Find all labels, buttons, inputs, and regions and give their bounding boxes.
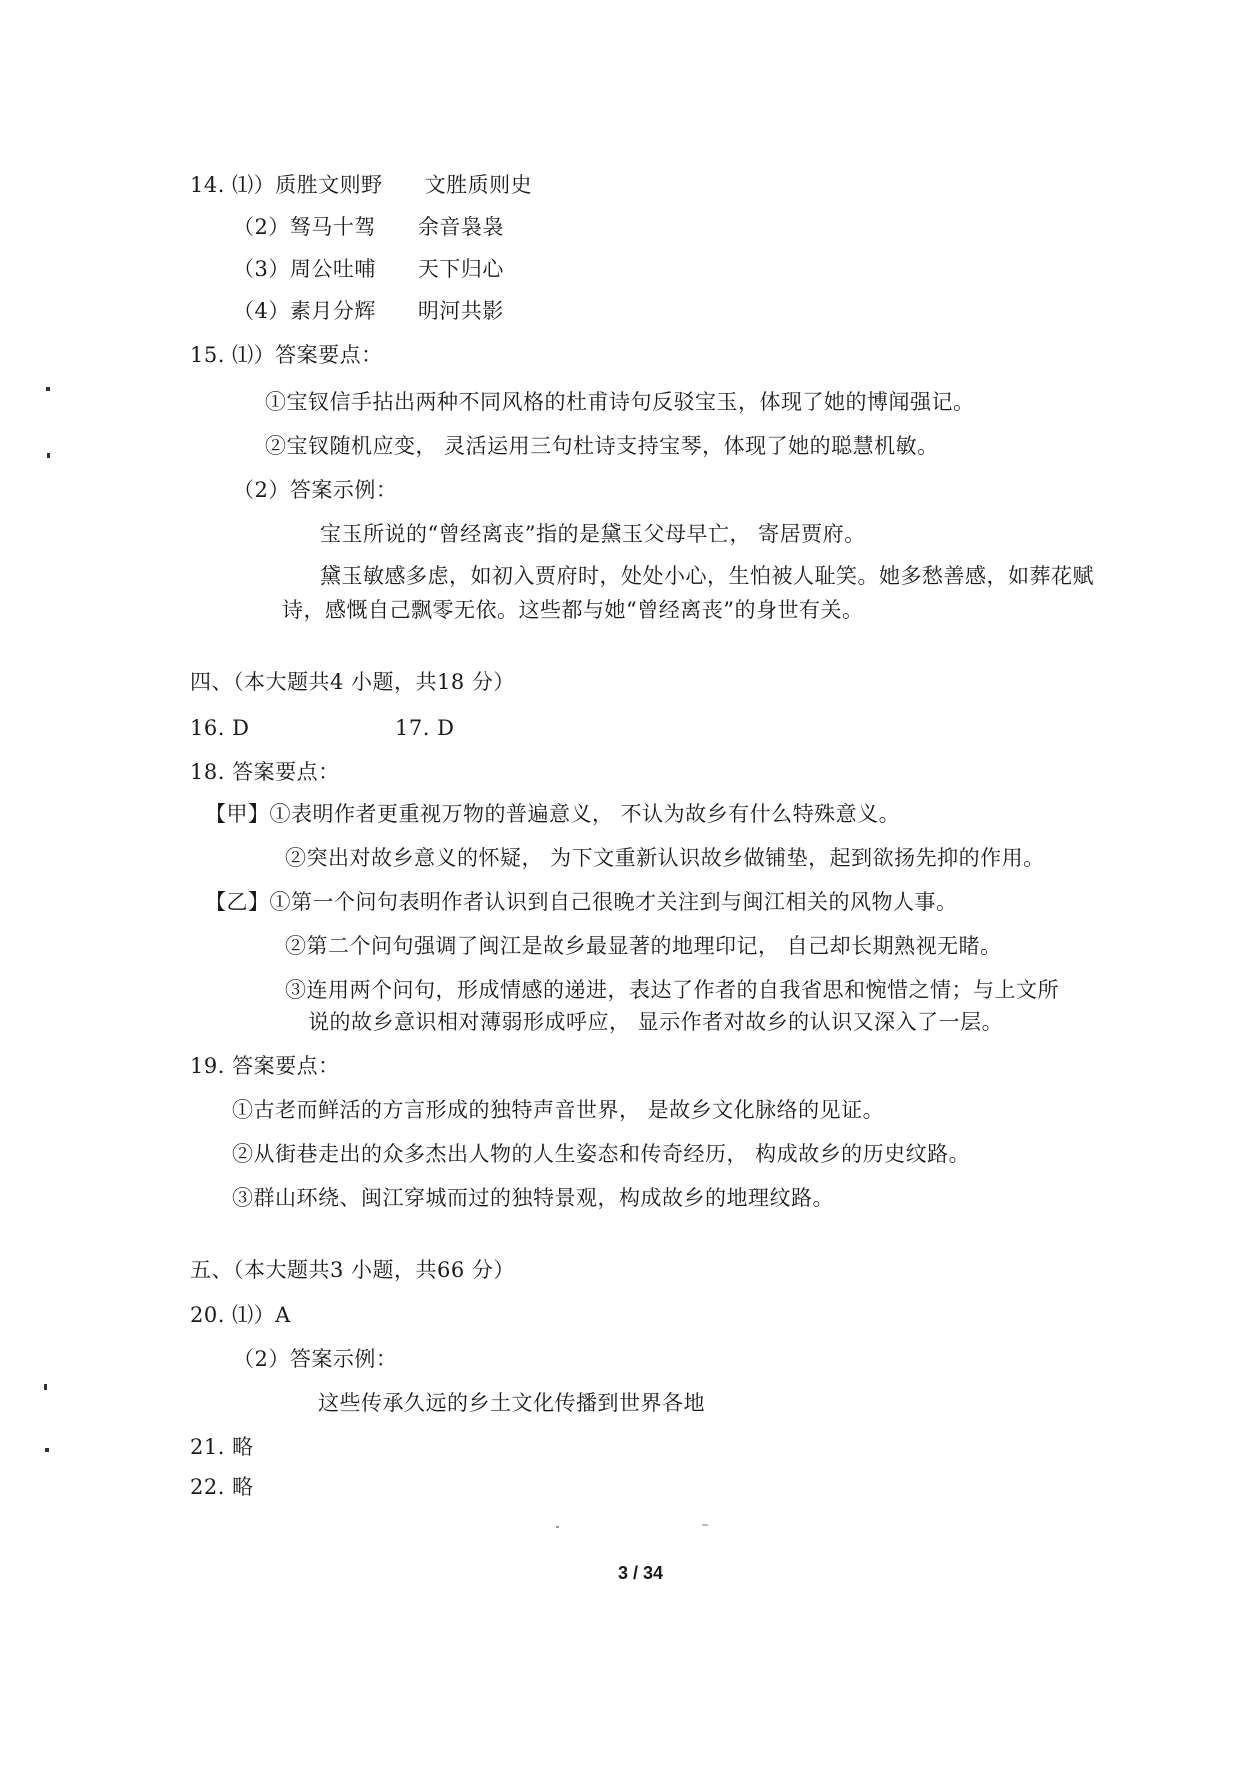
q18-yi-tag: 【乙】 (205, 890, 270, 914)
q18-jia-point-2: ②突出对故乡意义的怀疑， 为下文重新认识故乡做铺垫，起到欲扬先抑的作用。 (285, 846, 1045, 870)
q15-part2-label: （2）答案示例： (233, 478, 398, 502)
q20-example: 这些传承久远的乡土文化传播到世界各地 (318, 1391, 705, 1415)
q21-answer: 21. 略 (190, 1435, 254, 1459)
q18-yi-line-1 (205, 888, 958, 916)
q20-line-1 (190, 1301, 291, 1329)
q15-number: 15. (190, 343, 225, 367)
q18-yi-point-3b: 说的故乡意识相对薄弱形成呼应， 显示作者对故乡的认识又深入了一层。 (308, 1010, 1004, 1034)
scan-speck (46, 387, 50, 391)
q18-jia-tag: 【甲】 (205, 802, 270, 826)
q22-answer: 22. 略 (190, 1475, 254, 1499)
q14-answer-4a: （4）素月分辉 (233, 299, 376, 323)
q14-answer-1b: 文胜质则史 (424, 173, 533, 197)
scan-speck (44, 1384, 47, 1390)
page-number: 3 / 34 (618, 1563, 664, 1583)
q19-point-1: ①古老而鲜活的方言形成的独特声音世界， 是故乡文化脉络的见证。 (232, 1098, 885, 1122)
section-5-title: 五、（本大题共3 小题，共66 分） (190, 1258, 515, 1282)
section-4-title: 四、（本大题共4 小题，共18 分） (190, 670, 515, 694)
q14-answer-1a: ⑴）质胜文则野 (232, 173, 383, 197)
q18-yi-point-2: ②第二个问句强调了闽江是故乡最显著的地理印记， 自己却长期熟视无睹。 (285, 934, 1002, 958)
q14-answer-3a: （3）周公吐哺 (233, 257, 376, 281)
q15-example-1: 宝玉所说的“曾经离丧”指的是黛玉父母早亡， 寄居贾府。 (320, 522, 866, 546)
q20-number: 20. (190, 1303, 225, 1327)
q19-point-2: ②从街巷走出的众多杰出人物的人生姿态和传奇经历， 构成故乡的历史纹路。 (232, 1142, 971, 1166)
q14-line-4 (233, 297, 504, 325)
q14-line-2 (233, 213, 504, 241)
q14-line-3 (233, 255, 504, 283)
q20-part2-label: （2）答案示例： (233, 1347, 398, 1371)
q14-answer-4b: 明河共影 (417, 299, 504, 323)
q15-example-2a: 黛玉敏感多虑，如初入贾府时，处处小心，生怕被人耻笑。她多愁善感，如葬花赋 (320, 564, 1094, 588)
scan-speck (702, 1524, 708, 1526)
q17-answer: 17. D (395, 716, 455, 740)
q14-number: 14. (190, 173, 225, 197)
scan-speck (47, 453, 50, 458)
q19-point-3: ③群山环绕、闽江穿城而过的独特景观，构成故乡的地理纹路。 (232, 1186, 834, 1210)
q20-part1-answer: ⑴）A (232, 1303, 291, 1327)
q14-line-1 (190, 171, 532, 199)
q15-heading (190, 341, 383, 369)
q14-answer-2b: 余音袅袅 (417, 215, 504, 239)
q18-yi-point-1: ①第一个问句表明作者认识到自己很晚才关注到与闽江相关的风物人事。 (269, 890, 958, 914)
q15-example-2b: 诗，感慨自己飘零无依。这些都与她“曾经离丧”的身世有关。 (282, 598, 864, 622)
q18-yi-point-3a: ③连用两个问句，形成情感的递进，表达了作者的自我省思和惋惜之情；与上文所 (285, 978, 1059, 1002)
q19-heading: 19. 答案要点： (190, 1054, 340, 1078)
q15-part1-label: ⑴）答案要点： (232, 343, 383, 367)
scan-speck (556, 1526, 559, 1528)
q18-jia-line-1 (205, 800, 900, 828)
q15-point-2: ②宝钗随机应变， 灵活运用三句杜诗支持宝琴，体现了她的聪慧机敏。 (265, 434, 939, 458)
q18-jia-point-1: ①表明作者更重视万物的普遍意义， 不认为故乡有什么特殊意义。 (269, 802, 901, 826)
q18-heading: 18. 答案要点： (190, 760, 340, 784)
scan-speck (45, 1448, 49, 1452)
q14-answer-3b: 天下归心 (417, 257, 504, 281)
q15-point-1: ①宝钗信手拈出两种不同风格的杜甫诗句反驳宝玉，体现了她的博闻强记。 (265, 390, 975, 414)
q16-answer: 16. D (190, 716, 250, 740)
q14-answer-2a: （2）驽马十驾 (233, 215, 376, 239)
